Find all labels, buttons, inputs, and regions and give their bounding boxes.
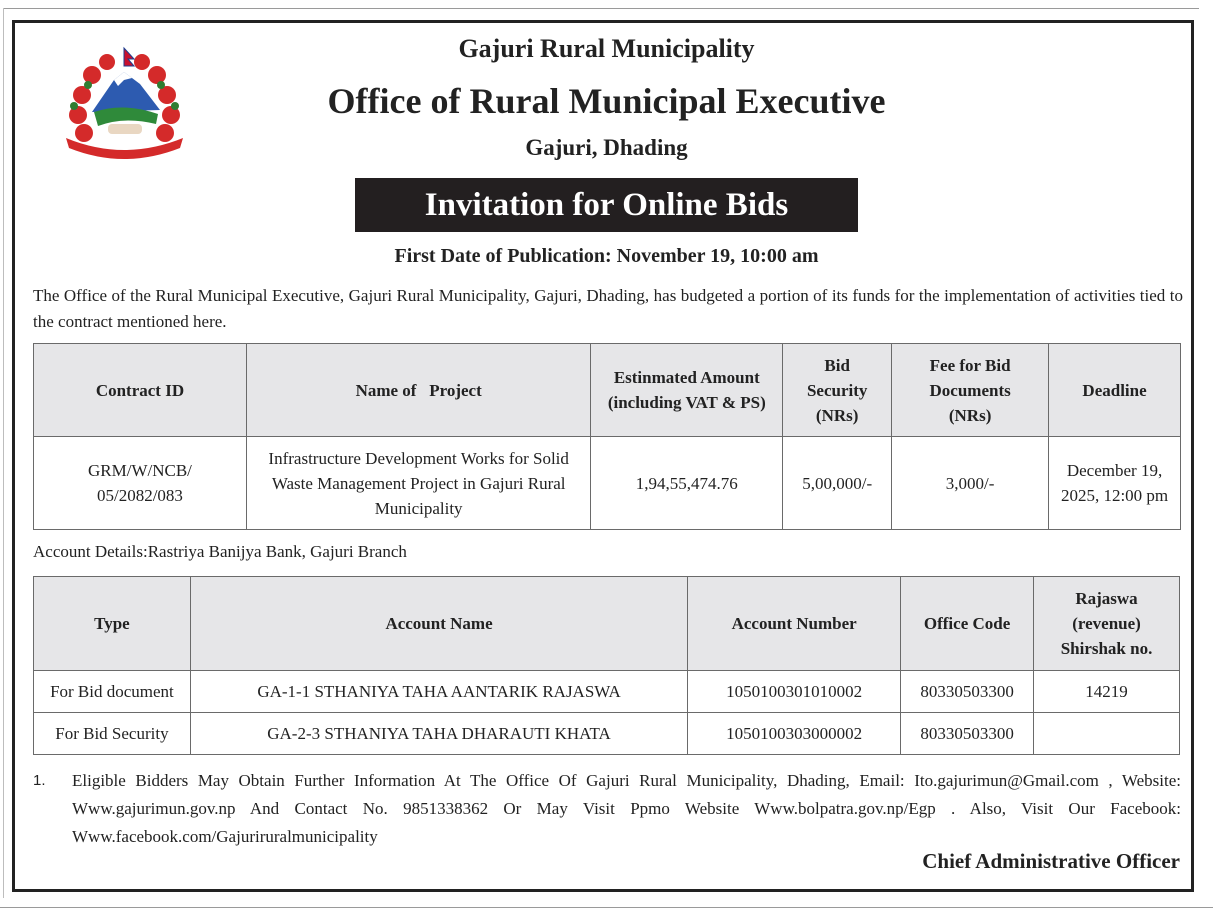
office-location: Gajuri, Dhading xyxy=(525,135,688,160)
account-table-header xyxy=(34,577,1180,671)
intro-paragraph: The Office of the Rural Municipal Executive, Gajuri Rural Municipality, Gajuri, Dhading, has budgeted a portion of its funds for the implementation of activities tied to the contract mentioned here. xyxy=(33,286,1183,331)
cell-account-number: 1050100303000002 xyxy=(688,713,901,755)
cell-account-number: 1050100301010002 xyxy=(688,671,901,713)
header-type: Type xyxy=(34,577,191,671)
header-project-name: Name of Project xyxy=(246,344,590,437)
cell-account-name: GA-2-3 STHANIYA TAHA DHARAUTI KHATA xyxy=(190,713,687,755)
publication-date: First Date of Publication: November 19, 10:00 am xyxy=(394,245,819,267)
header-account-number: Account Number xyxy=(688,577,901,671)
contract-table-header xyxy=(34,344,1181,437)
header-bid-fee: Fee for Bid Documents (NRs) xyxy=(892,344,1049,437)
municipality-name: Gajuri Rural Municipality xyxy=(458,34,755,63)
cell-project-name: Infrastructure Development Works for Solid Waste Management Project in Gajuri Rural Municipality xyxy=(246,437,590,530)
cell-type: For Bid document xyxy=(34,671,191,713)
note-number: 1. xyxy=(33,772,46,789)
header-revenue-shirshak: Rajaswa (revenue) Shirshak no. xyxy=(1034,577,1180,671)
cell-revenue-shirshak: 14219 xyxy=(1034,671,1180,713)
page-edge-bottom xyxy=(0,907,1213,908)
cell-deadline: December 19, 2025, 12:00 pm xyxy=(1049,437,1181,530)
account-table xyxy=(33,576,1180,755)
page-edge-top xyxy=(3,8,1199,9)
contract-table xyxy=(33,343,1181,530)
table-row xyxy=(34,713,1180,755)
cell-bid-security: 5,00,000/- xyxy=(783,437,892,530)
account-details-label: Account Details:Rastriya Banijya Bank, Gajuri Branch xyxy=(33,542,407,561)
cell-estimated-amount: 1,94,55,474.76 xyxy=(591,437,783,530)
note-text: Eligible Bidders May Obtain Further Information At The Office Of Gajuri Rural Municipality, Dhading, Email: Ito.gajurimun@Gmail.com , Website: Www.gajurimun.gov.np And Contact No. 9851338362 Or May Visit Ppmo Website Www.bolpatra.gov.np/Egp . Also, Visit Our Facebook: Www.facebook.com/Gajuriruralmunicipality xyxy=(72,771,1181,846)
cell-account-name: GA-1-1 STHANIYA TAHA AANTARIK RAJASWA xyxy=(190,671,687,713)
cell-bid-fee: 3,000/- xyxy=(892,437,1049,530)
header-contract-id: Contract ID xyxy=(34,344,247,437)
header-bid-security: Bid Security (NRs) xyxy=(783,344,892,437)
header-office-code: Office Code xyxy=(901,577,1034,671)
emblem-handshake xyxy=(108,124,142,134)
header-account-name: Account Name xyxy=(190,577,687,671)
cell-office-code: 80330503300 xyxy=(901,713,1034,755)
office-name: Office of Rural Municipal Executive xyxy=(327,81,886,121)
cell-revenue-shirshak xyxy=(1034,713,1180,755)
cell-office-code: 80330503300 xyxy=(901,671,1034,713)
table-row xyxy=(34,437,1181,530)
header-estimated-amount: Estinmated Amount (including VAT & PS) xyxy=(591,344,783,437)
header-deadline: Deadline xyxy=(1049,344,1181,437)
cell-contract-id: GRM/W/NCB/ 05/2082/083 xyxy=(34,437,247,530)
notice-title-banner: Invitation for Online Bids xyxy=(355,178,858,232)
signature-title: Chief Administrative Officer xyxy=(922,849,1180,873)
table-row xyxy=(34,671,1180,713)
cell-type: For Bid Security xyxy=(34,713,191,755)
